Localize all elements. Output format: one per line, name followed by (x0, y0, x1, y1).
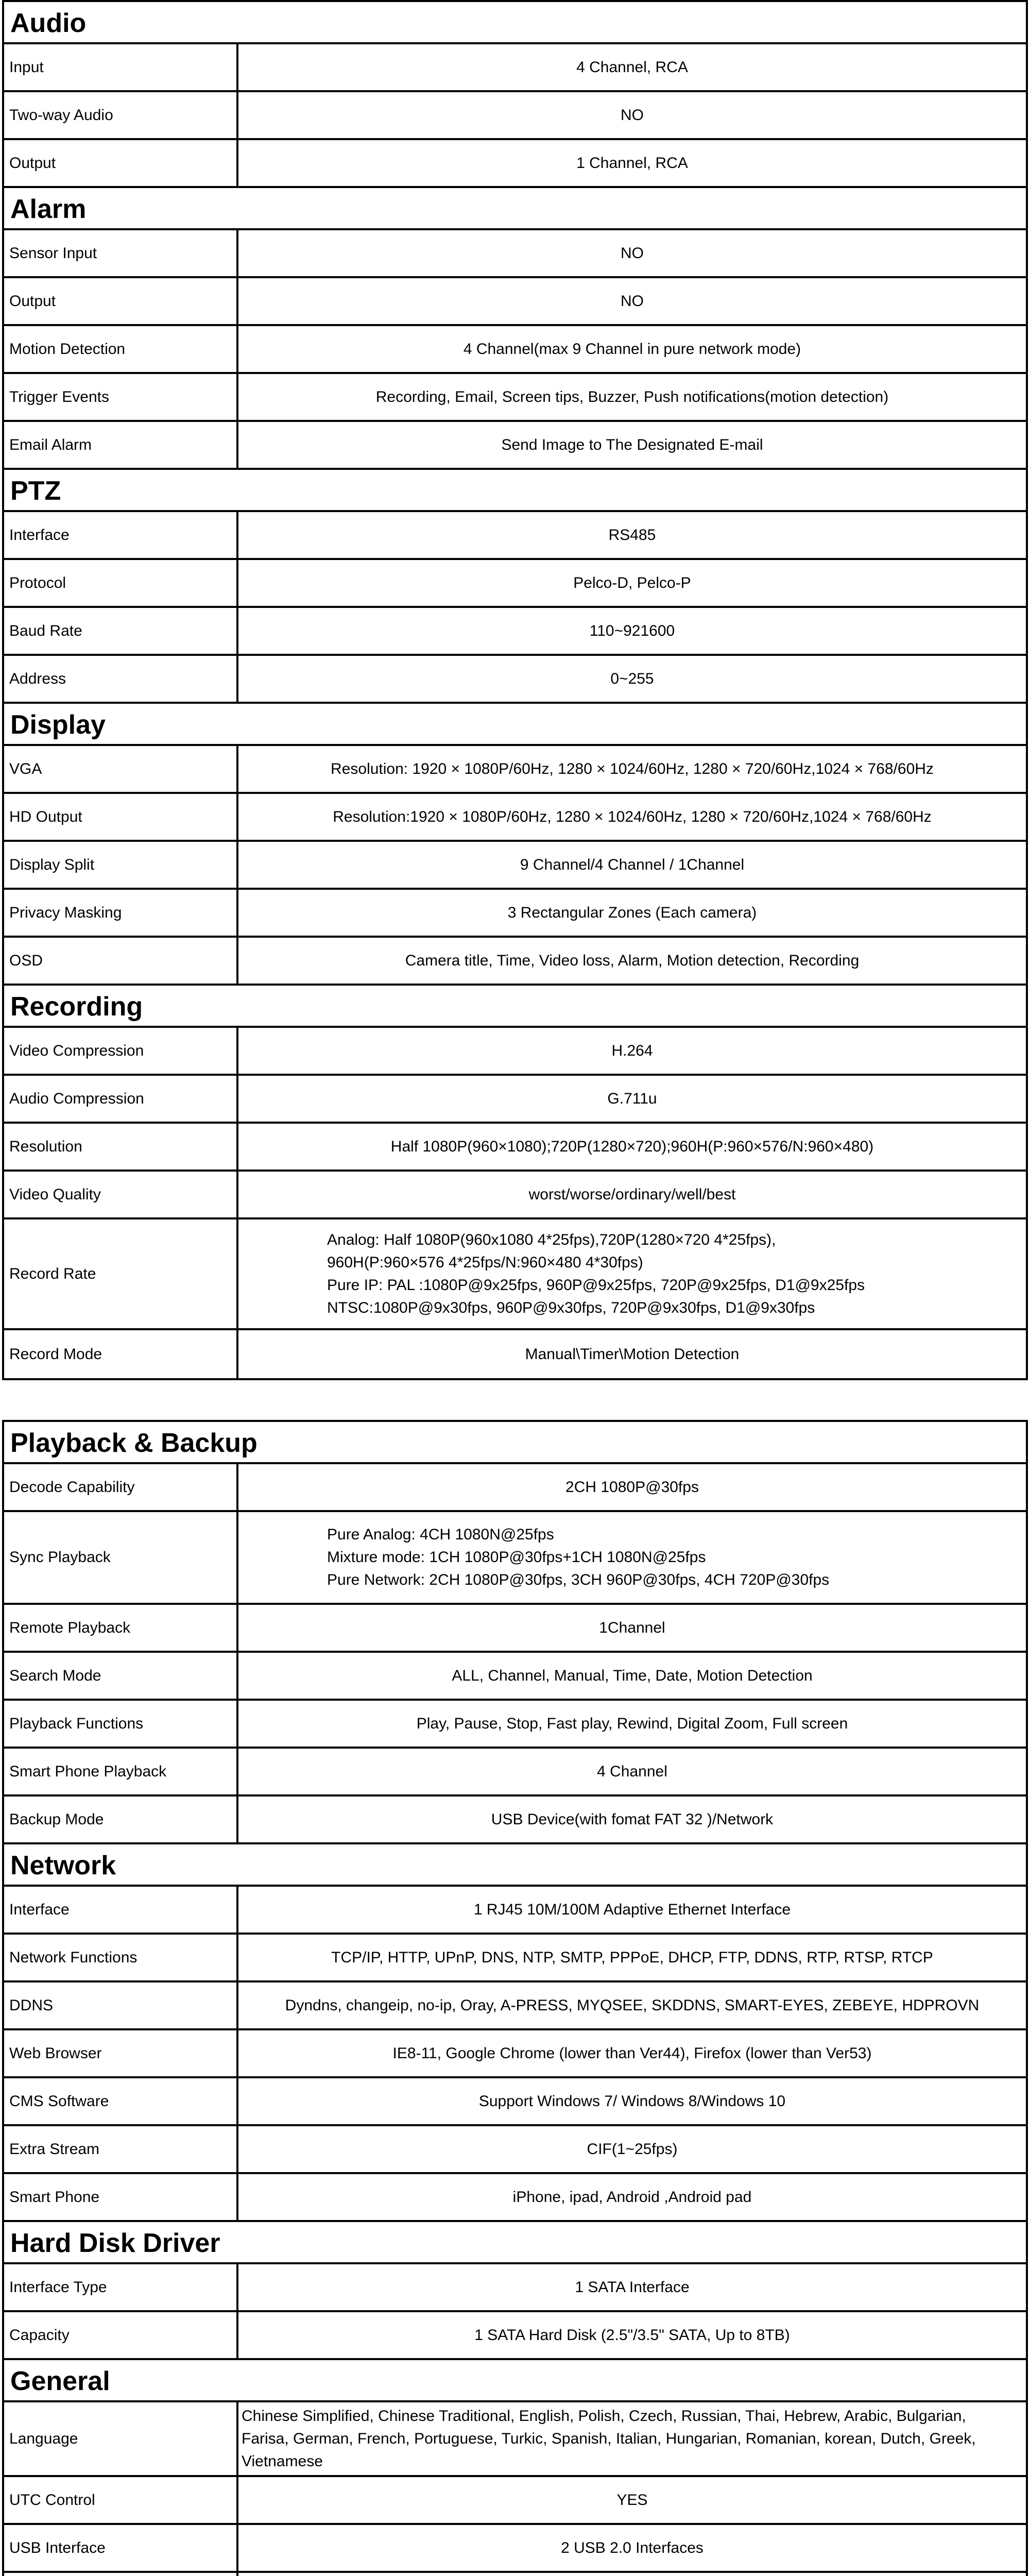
spec-label: Interface (4, 512, 238, 558)
spec-label: Smart Phone Playback (4, 1749, 238, 1794)
spec-value-line: Analog: Half 1080P(960x1080 4*25fps),720P(1280×720 4*25fps), (327, 1231, 776, 1248)
spec-row-video-compression (4, 1028, 1026, 1076)
spec-value: ALL, Channel, Manual, Time, Date, Motion Detection (452, 1667, 813, 1684)
spec-value-line: NTSC:1080P@9x30fps, 960P@9x30fps, 720P@9x30fps, D1@9x30fps (327, 1299, 815, 1316)
spec-value: Manual\Timer\Motion Detection (525, 1345, 740, 1363)
spec-value: 9 Channel/4 Channel / 1Channel (520, 856, 745, 873)
spec-label: Two-way Audio (4, 92, 238, 138)
spec-value: 1Channel (599, 1619, 665, 1636)
spec-value: CIF(1~25fps) (587, 2140, 678, 2158)
spec-row-privacy-masking (4, 890, 1026, 938)
spec-label: Motion Detection (4, 326, 238, 372)
spec-value: Resolution: 1920 × 1080P/60Hz, 1280 × 1024/60Hz, 1280 × 720/60Hz,1024 × 768/60Hz (331, 760, 934, 777)
spec-value: Half 1080P(960×1080);720P(1280×720);960H(P:960×576/N:960×480) (390, 1138, 874, 1155)
spec-value: IE8-11, Google Chrome (lower than Ver44), Firefox (lower than Ver53) (392, 2044, 872, 2062)
spec-value: 4 Channel(max 9 Channel in pure network mode) (463, 340, 801, 358)
spec-row-input (4, 44, 1026, 92)
spec-label: Interface Type (4, 2264, 238, 2310)
spec-value: NO (621, 292, 644, 310)
spec-value: Resolution:1920 × 1080P/60Hz, 1280 × 1024/60Hz, 1280 × 720/60Hz,1024 × 768/60Hz (333, 808, 932, 825)
spec-label: Trigger Events (4, 374, 238, 420)
spec-value: NO (621, 244, 644, 262)
spec-value: Camera title, Time, Video loss, Alarm, Motion detection, Recording (405, 952, 860, 969)
spec-value (238, 2573, 1026, 2576)
spec-row-motion-detection (4, 326, 1026, 374)
spec-label: Extra Stream (4, 2126, 238, 2172)
spec-value: Support Windows 7/ Windows 8/Windows 10 (478, 2092, 786, 2110)
section-title-audio: Audio (4, 2, 1026, 44)
spec-label: Output (4, 278, 238, 324)
spec-row-extra-stream (4, 2126, 1026, 2174)
spec-row-record-rate (4, 1219, 1026, 1330)
spec-value: USB Device(with fomat FAT 32 )/Network (491, 1810, 774, 1828)
spec-value (238, 1219, 1026, 1328)
spec-value: 110~921600 (589, 622, 675, 639)
spec-value-line: Chinese Simplified, Chinese Traditional, English, Polish, Czech, Russian, Thai, Hebrew, Arabic, Bulgarian, (242, 2407, 966, 2425)
spec-row-interface (4, 512, 1026, 560)
spec-row-search-mode (4, 1653, 1026, 1701)
spec-label: HD Output (4, 794, 238, 840)
spec-row-baud-rate (4, 608, 1026, 656)
spec-value-line: Pure Analog: 4CH 1080N@25fps (327, 1526, 554, 1543)
spec-row-output (4, 278, 1026, 326)
spec-label: Remote Playback (4, 1605, 238, 1651)
spec-label: Baud Rate (4, 608, 238, 654)
spec-value: RS485 (608, 526, 656, 544)
spec-label: Output (4, 140, 238, 186)
spec-label: Resolution (4, 1124, 238, 1170)
spec-row-power-consumption (4, 2573, 1026, 2576)
spec-label: USB Interface (4, 2525, 238, 2571)
spec-label: Video Quality (4, 1172, 238, 1217)
spec-label: Smart Phone (4, 2174, 238, 2220)
spec-row-sync-playback (4, 1512, 1026, 1605)
spec-value: 0~255 (610, 670, 654, 687)
spec-row-cms-software (4, 2078, 1026, 2126)
spec-label: UTC Control (4, 2477, 238, 2523)
spec-value: Dyndns, changeip, no-ip, Oray, A-PRESS, MYQSEE, SKDDNS, SMART-EYES, ZEBEYE, HDPROVN (285, 1996, 980, 2014)
spec-label: OSD (4, 938, 238, 984)
spec-value: worst/worse/ordinary/well/best (528, 1185, 736, 1203)
spec-row-email-alarm (4, 422, 1026, 470)
spec-value: Recording, Email, Screen tips, Buzzer, Push notifications(motion detection) (375, 388, 889, 405)
section-title-general: General (4, 2360, 1026, 2402)
spec-value: 4 Channel, RCA (576, 58, 688, 76)
spec-row-decode-capability (4, 1464, 1026, 1512)
spec-value: 2 USB 2.0 Interfaces (561, 2539, 703, 2556)
spec-value: 1 Channel, RCA (576, 154, 688, 172)
spec-label: Address (4, 656, 238, 702)
spec-label: Protocol (4, 560, 238, 606)
spec-value-line: Mixture mode: 1CH 1080P@30fps+1CH 1080N@25fps (327, 1549, 706, 1566)
spec-value: 1 RJ45 10M/100M Adaptive Ethernet Interface (473, 1901, 791, 1918)
spec-label: Web Browser (4, 2030, 238, 2076)
spec-value: NO (621, 106, 644, 124)
spec-label: Sync Playback (4, 1512, 238, 1603)
spec-row-resolution (4, 1124, 1026, 1172)
spec-row-utc-control (4, 2477, 1026, 2525)
spec-label: Display Split (4, 842, 238, 888)
spec-value-line: Vietnamese (242, 2452, 323, 2470)
spec-label (4, 2573, 238, 2576)
spec-value: TCP/IP, HTTP, UPnP, DNS, NTP, SMTP, PPPoE, DHCP, FTP, DDNS, RTP, RTSP, RTCP (331, 1948, 933, 1966)
section-title-display: Display (4, 704, 1026, 746)
spec-row-smart-phone (4, 2174, 1026, 2222)
spec-label: Network Functions (4, 1935, 238, 1980)
spec-label: Privacy Masking (4, 890, 238, 936)
spec-row-record-mode (4, 1330, 1026, 1378)
spec-value-line: Pure Network: 2CH 1080P@30fps, 3CH 960P@30fps, 4CH 720P@30fps (327, 1571, 830, 1588)
spec-row-output (4, 140, 1026, 188)
spec-table (2, 0, 1028, 1380)
spec-row-video-quality (4, 1172, 1026, 1219)
spec-value-line: 960H(P:960×576 4*25fps/N:960×480 4*30fps) (327, 1253, 643, 1271)
section-title-hard-disk-driver: Hard Disk Driver (4, 2222, 1026, 2264)
spec-label: Record Mode (4, 1330, 238, 1378)
spec-table (2, 1420, 1028, 2576)
spec-value: 1 SATA Hard Disk (2.5"/3.5" SATA, Up to 8TB) (474, 2326, 790, 2344)
spec-row-audio-compression (4, 1076, 1026, 1124)
spec-row-web-browser (4, 2030, 1026, 2078)
spec-value: YES (616, 2491, 648, 2509)
spec-row-vga (4, 746, 1026, 794)
spec-label: DDNS (4, 1982, 238, 2028)
spec-label: Audio Compression (4, 1076, 238, 1122)
spec-row-address (4, 656, 1026, 704)
spec-value: H.264 (611, 1042, 653, 1059)
spec-value: Play, Pause, Stop, Fast play, Rewind, Digital Zoom, Full screen (416, 1715, 848, 1732)
spec-value: 1 SATA Interface (575, 2278, 690, 2296)
spec-row-language (4, 2402, 1026, 2477)
spec-row-backup-mode (4, 1797, 1026, 1844)
spec-label: Playback Functions (4, 1701, 238, 1747)
spec-row-interface (4, 1887, 1026, 1935)
spec-row-protocol (4, 560, 1026, 608)
spec-row-network-functions (4, 1935, 1026, 1982)
spec-label: Decode Capability (4, 1464, 238, 1510)
spec-label: VGA (4, 746, 238, 792)
spec-row-ddns (4, 1982, 1026, 2030)
spec-row-remote-playback (4, 1605, 1026, 1653)
section-title-network: Network (4, 1844, 1026, 1887)
spec-value-line: Pure IP: PAL :1080P@9x25fps, 960P@9x25fps, 720P@9x25fps, D1@9x25fps (327, 1276, 865, 1294)
spec-label: Record Rate (4, 1219, 238, 1328)
spec-value: 4 Channel (597, 1762, 667, 1780)
spec-row-sensor-input (4, 230, 1026, 278)
section-title-playback-backup: Playback & Backup (4, 1422, 1026, 1464)
spec-label: Backup Mode (4, 1797, 238, 1842)
spec-row-trigger-events (4, 374, 1026, 422)
spec-row-smart-phone-playback (4, 1749, 1026, 1797)
spec-label: Video Compression (4, 1028, 238, 1074)
spec-value: iPhone, ipad, Android ,Android pad (512, 2188, 752, 2206)
spec-row-playback-functions (4, 1701, 1026, 1749)
spec-label: Language (4, 2402, 238, 2475)
spec-row-interface-type (4, 2264, 1026, 2312)
spec-label: Input (4, 44, 238, 90)
spec-value: Send Image to The Designated E-mail (501, 436, 763, 453)
spec-row-osd (4, 938, 1026, 986)
spec-label: Search Mode (4, 1653, 238, 1699)
spec-row-two-way-audio (4, 92, 1026, 140)
section-title-ptz: PTZ (4, 470, 1026, 512)
spec-value: G.711u (607, 1090, 657, 1107)
spec-value (238, 1512, 1026, 1603)
spec-value: 3 Rectangular Zones (Each camera) (507, 904, 757, 921)
spec-row-capacity (4, 2312, 1026, 2360)
spec-label: Capacity (4, 2312, 238, 2358)
spec-row-usb-interface (4, 2525, 1026, 2573)
section-title-recording: Recording (4, 986, 1026, 1028)
section-title-alarm: Alarm (4, 188, 1026, 230)
spec-label: CMS Software (4, 2078, 238, 2124)
spec-value: 2CH 1080P@30fps (565, 1478, 699, 1496)
spec-row-display-split (4, 842, 1026, 890)
spec-value (238, 2402, 1026, 2475)
spec-label: Email Alarm (4, 422, 238, 468)
spec-value-line: Farisa, German, French, Portuguese, Turkic, Spanish, Italian, Hungarian, Romanian, korean, Dutch, Greek, (242, 2430, 976, 2447)
spec-label: Sensor Input (4, 230, 238, 276)
spec-value: Pelco-D, Pelco-P (573, 574, 691, 591)
spec-label: Interface (4, 1887, 238, 1933)
spec-row-hd-output (4, 794, 1026, 842)
